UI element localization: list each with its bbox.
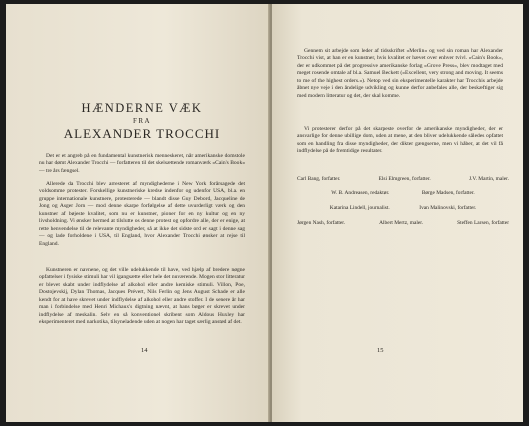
signature-row bbox=[297, 190, 509, 196]
signature-row bbox=[297, 176, 509, 182]
page-number-left: 14 bbox=[141, 347, 148, 354]
title-line-2: FRA bbox=[132, 117, 152, 125]
signature: J.V. Martin, maler. bbox=[468, 176, 509, 182]
signature: Jørgen Nash, forfatter. bbox=[297, 220, 346, 226]
signature: Albert Mertz, maler. bbox=[379, 220, 424, 226]
article-title bbox=[40, 101, 244, 142]
signature: Elsi Elmgreen, forfatter. bbox=[378, 176, 431, 182]
right-paragraph-1: Gennem sit arbejde som leder af tidsskriftet »Merlin« og ved sin roman har Alexander Trocchi vist, at han er en kunstner, hvis kvalitet er hævet over enhver tvivl. »Cain's Book«, der er udkommet på det progressive amerikanske forlag »Grove Press«, blev modtaget med meget rosende omtale af bl.a. Samuel Beckett (»Excellent, very strong and moving. It seems to me of the highest orders.«). Netop ved sin eksperimentelle karakter har Trocchis arbejde åbnet nye veje i den åndelige udvikling og kunne derfor anbefales alle, der beskæftiger sig med modern litteratur og det, der skal komme. bbox=[297, 48, 503, 99]
right-page bbox=[272, 4, 523, 422]
signature-row bbox=[297, 205, 509, 211]
signature: Steffen Larsen, forfatter bbox=[457, 220, 509, 226]
book-spread bbox=[6, 4, 523, 422]
right-paragraph-2: Vi protesterer derfor på det skarpeste overfor de amerikanske myndigheder, der er ansvarlige for denne ubillige dom, uden at mene, at den bliver udelukkende således opfattet som en handling fra disse myndigheder, der dikter gængserne, men vi håber, at det vil få indflydelse på de fremtidige resultater. bbox=[297, 126, 503, 155]
left-paragraph-1: Det er et angreb på en fundamental kunstnerisk menneskeret, når amerikanske domstole nu har dømt Alexander Trocchi — forfatteren til det skelsættende romanværk »Cain's Book« — tre års fængsel. bbox=[39, 153, 245, 174]
signature-row bbox=[297, 220, 509, 226]
title-line-3: ALEXANDER TROCCHI bbox=[63, 126, 221, 141]
signature: W. B. Andreasen, redaktør. bbox=[331, 190, 390, 196]
page-number-right: 15 bbox=[377, 347, 384, 354]
left-paragraph-3: Kunstneren er navnene, og det ville udelukkende til have, ved hjælp af bredere nøgne opfattelser i fysiske stimuli har vil igangsætte eller hele det nuværende. Mogen stor litteratur er blevet skabt under indflydelse af alkohol eller andre kemiske stimuli. Villon, Poe, Dostojevskij, Dylan Thomas, Jacques Prévert, Nils Ferlin og Jens August Schade er alle kendt for at have skrevet under indflydelse af alkohol eller andre stoffer. I de senere år har man i forbindelse med Henri Michaux's digtning nævnt, at hans bøger er skrevet under indflydelse af meskalin. Selv en så konventionel skribent som Aldous Huxley har eksperimenteret med narkotika, tilsyneladende uden at nogen har taget særlig anstød af det. bbox=[39, 267, 245, 326]
title-line-1: HÆNDERNE VÆK bbox=[81, 101, 203, 115]
signature: Katarina Lindell, journalist. bbox=[329, 205, 390, 211]
left-paragraph-2: Allerede da Trocchi blev arresteret af myndighederne i New York forårsagede det voldsomme protester. Forskellige kunstneriske kredse indenfor og udenfor USA, bl.a. en gruppe internationale kunstnere, protesterede — blandt disse Guy Debord, Jacqueline de Jong og Asger Jorn — mod denne skarpe forfølgelse af dette uvurderligt værk og den kunstner af bøjeste kvalitet, som nu er kunstner, pioner for en ny kultur og en ny livsholdning. Vi ønsker hermed at tilslutte os denne protest og opfordre alle, der er enige, at rette henvendelse til de relevante myndigheder, så at ikke det sidste ord er sagt i denne sag — og lade forholdene i USA, til England, hvor Alexander Trocchi ønsker at rejse til England. bbox=[39, 181, 245, 247]
left-page bbox=[6, 4, 270, 422]
signature: Carl Bang, forfatter. bbox=[297, 176, 341, 182]
signature: Ivan Malinovski, forfatter. bbox=[419, 205, 477, 211]
signature: Børge Madsen, forfatter. bbox=[421, 190, 475, 196]
